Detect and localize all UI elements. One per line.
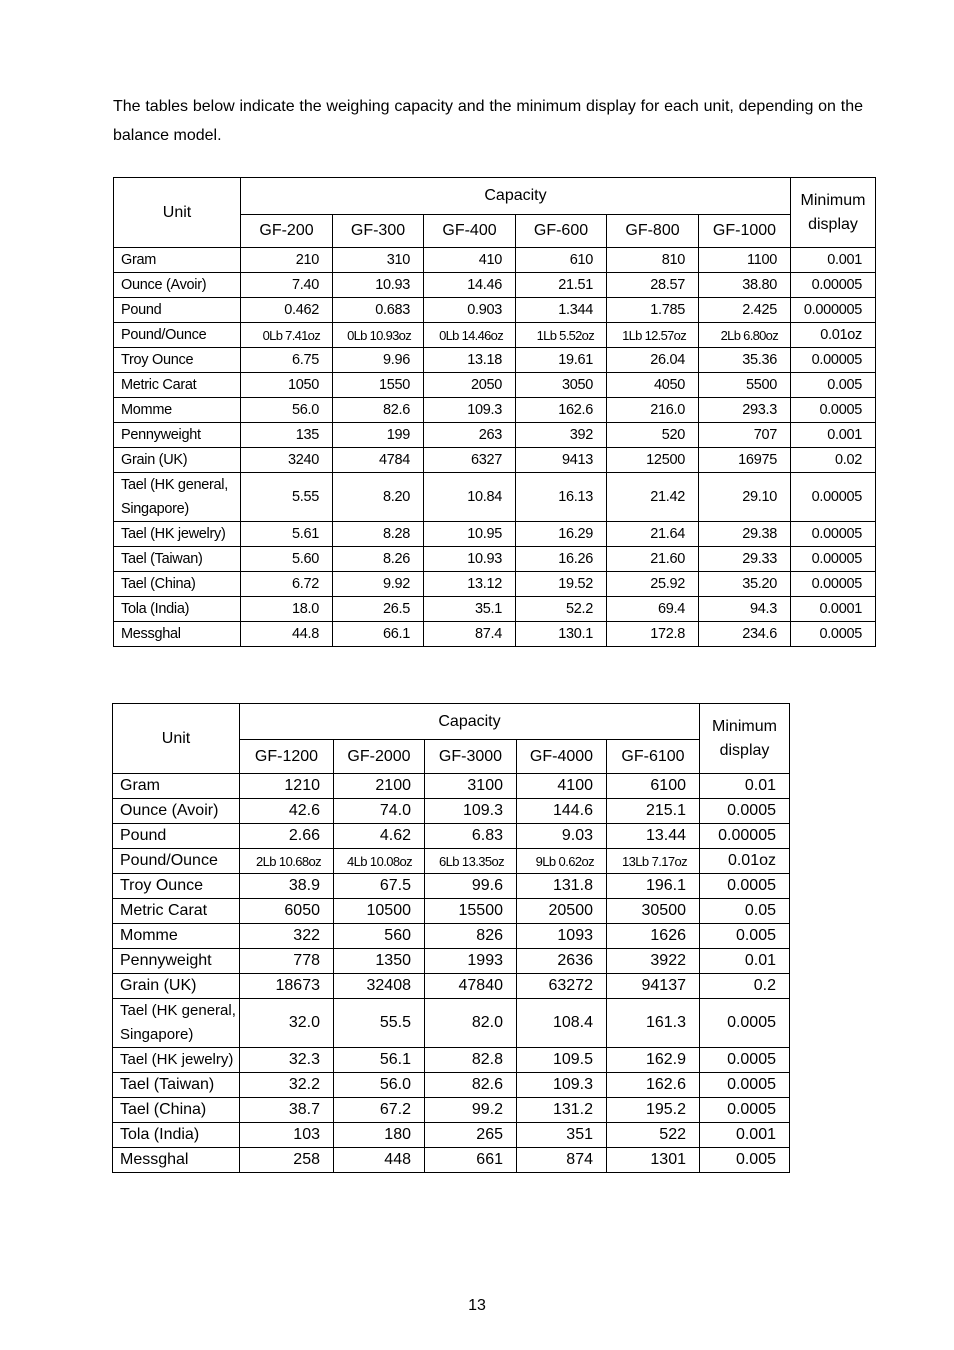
capacity-cell: 10.95	[424, 522, 516, 547]
capacity-cell: 66.1	[333, 622, 424, 647]
capacity-cell: 1550	[333, 373, 424, 398]
capacity-cell: 13.12	[424, 572, 516, 597]
minimum-display-cell: 0.0005	[700, 1073, 790, 1098]
capacity-cell: 130.1	[516, 622, 607, 647]
unit-cell: Tola (India)	[113, 1123, 240, 1148]
capacity-cell: 10.93	[333, 273, 424, 298]
capacity-cell: 195.2	[607, 1098, 700, 1123]
capacity-cell: 172.8	[607, 622, 699, 647]
capacity-cell: 94.3	[699, 597, 791, 622]
capacity-cell: 1626	[607, 924, 700, 949]
capacity-cell: 707	[699, 423, 791, 448]
model-header: GF-1200	[240, 740, 334, 774]
capacity-cell: 826	[425, 924, 517, 949]
capacity-cell: 19.61	[516, 348, 607, 373]
capacity-cell: 94137	[607, 974, 700, 999]
minimum-display-cell: 0.01oz	[700, 849, 790, 874]
capacity-cell: 778	[240, 949, 334, 974]
capacity-cell: 47840	[425, 974, 517, 999]
minimum-display-cell: 0.0005	[791, 622, 876, 647]
capacity-cell: 310	[333, 248, 424, 273]
capacity-cell: 99.2	[425, 1098, 517, 1123]
minimum-display-cell: 0.0005	[791, 398, 876, 423]
capacity-cell: 29.33	[699, 547, 791, 572]
model-header: GF-3000	[425, 740, 517, 774]
capacity-cell: 32.2	[240, 1073, 334, 1098]
capacity-cell: 109.3	[517, 1073, 607, 1098]
unit-cell: Tael (HK general, Singapore)	[113, 999, 240, 1048]
capacity-cell: 162.6	[516, 398, 607, 423]
table-row	[113, 1073, 790, 1098]
capacity-cell: 1Lb 12.57oz	[607, 323, 699, 348]
capacity-cell: 10500	[334, 899, 425, 924]
minimum-display-cell: 0.005	[791, 373, 876, 398]
capacity-cell: 4100	[517, 774, 607, 799]
minimum-display-cell: 0.01oz	[791, 323, 876, 348]
unit-cell: Tael (HK general, Singapore)	[114, 473, 241, 522]
table-row	[114, 522, 876, 547]
capacity-cell: 5.55	[241, 473, 333, 522]
capacity-cell: 522	[607, 1123, 700, 1148]
capacity-cell: 8.26	[333, 547, 424, 572]
capacity-cell: 38.7	[240, 1098, 334, 1123]
capacity-cell: 32.3	[240, 1048, 334, 1073]
minimum-display-cell: 0.00005	[791, 273, 876, 298]
unit-cell: Metric Carat	[114, 373, 241, 398]
table-row	[113, 799, 790, 824]
capacity-cell: 67.5	[334, 874, 425, 899]
minimum-display-cell: 0.00005	[791, 473, 876, 522]
unit-cell: Pennyweight	[113, 949, 240, 974]
intro-paragraph: The tables below indicate the weighing capacity and the minimum display for each unit, depending on the balance model.	[113, 98, 863, 144]
capacity-cell: 21.42	[607, 473, 699, 522]
capacity-cell: 1100	[699, 248, 791, 273]
capacity-cell: 2Lb 6.80oz	[699, 323, 791, 348]
minimum-display-cell: 0.05	[700, 899, 790, 924]
capacity-cell: 82.6	[333, 398, 424, 423]
capacity-cell: 258	[240, 1148, 334, 1173]
model-header: GF-600	[516, 215, 607, 248]
capacity-cell: 35.36	[699, 348, 791, 373]
minimum-display-cell: 0.005	[700, 924, 790, 949]
capacity-table-1	[113, 177, 876, 647]
capacity-cell: 109.3	[425, 799, 517, 824]
capacity-cell: 9Lb 0.62oz	[517, 849, 607, 874]
capacity-cell: 5500	[699, 373, 791, 398]
minimum-display-cell: 0.0005	[700, 999, 790, 1048]
capacity-cell: 2636	[517, 949, 607, 974]
capacity-cell: 10.84	[424, 473, 516, 522]
capacity-cell: 9.92	[333, 572, 424, 597]
capacity-cell: 56.0	[334, 1073, 425, 1098]
minimum-display-cell: 0.0005	[700, 1098, 790, 1123]
capacity-cell: 16.29	[516, 522, 607, 547]
capacity-cell: 1.344	[516, 298, 607, 323]
capacity-cell: 3050	[516, 373, 607, 398]
capacity-cell: 293.3	[699, 398, 791, 423]
capacity-cell: 109.5	[517, 1048, 607, 1073]
unit-cell: Momme	[114, 398, 241, 423]
capacity-cell: 35.20	[699, 572, 791, 597]
capacity-cell: 560	[334, 924, 425, 949]
capacity-cell: 215.1	[607, 799, 700, 824]
capacity-cell: 15500	[425, 899, 517, 924]
capacity-cell: 135	[241, 423, 333, 448]
capacity-cell: 21.60	[607, 547, 699, 572]
model-header: GF-300	[333, 215, 424, 248]
capacity-cell: 265	[425, 1123, 517, 1148]
capacity-cell: 2050	[424, 373, 516, 398]
capacity-cell: 108.4	[517, 999, 607, 1048]
capacity-cell: 1093	[517, 924, 607, 949]
capacity-cell: 20500	[517, 899, 607, 924]
capacity-cell: 12500	[607, 448, 699, 473]
unit-cell: Tael (HK jewelry)	[114, 522, 241, 547]
capacity-cell: 1.785	[607, 298, 699, 323]
capacity-cell: 55.5	[334, 999, 425, 1048]
capacity-cell: 16975	[699, 448, 791, 473]
capacity-cell: 4.62	[334, 824, 425, 849]
capacity-cell: 6327	[424, 448, 516, 473]
capacity-cell: 30500	[607, 899, 700, 924]
table-row	[114, 398, 876, 423]
capacity-cell: 19.52	[516, 572, 607, 597]
table-row	[113, 874, 790, 899]
table-row	[114, 298, 876, 323]
unit-cell: Messghal	[114, 622, 241, 647]
capacity-cell: 38.80	[699, 273, 791, 298]
capacity-cell: 10.93	[424, 547, 516, 572]
capacity-cell: 161.3	[607, 999, 700, 1048]
capacity-header: Capacity	[241, 178, 791, 215]
capacity-cell: 610	[516, 248, 607, 273]
capacity-cell: 2100	[334, 774, 425, 799]
minimum-display-cell: 0.00005	[791, 547, 876, 572]
capacity-cell: 6.75	[241, 348, 333, 373]
capacity-cell: 1993	[425, 949, 517, 974]
unit-cell: Pound	[113, 824, 240, 849]
minimum-display-cell: 0.0005	[700, 1048, 790, 1073]
model-header: GF-400	[424, 215, 516, 248]
capacity-cell: 44.8	[241, 622, 333, 647]
capacity-cell: 5.61	[241, 522, 333, 547]
capacity-cell: 35.1	[424, 597, 516, 622]
model-header: GF-200	[241, 215, 333, 248]
capacity-cell: 4050	[607, 373, 699, 398]
capacity-cell: 18.0	[241, 597, 333, 622]
capacity-cell: 29.38	[699, 522, 791, 547]
minimum-display-cell: 0.001	[700, 1123, 790, 1148]
minimum-display-cell: 0.01	[700, 949, 790, 974]
minimum-display-cell: 0.001	[791, 248, 876, 273]
capacity-cell: 21.64	[607, 522, 699, 547]
table-row	[114, 473, 876, 522]
capacity-cell: 210	[241, 248, 333, 273]
capacity-cell: 87.4	[424, 622, 516, 647]
capacity-cell: 8.20	[333, 473, 424, 522]
capacity-cell: 661	[425, 1148, 517, 1173]
capacity-cell: 0.462	[241, 298, 333, 323]
table-row	[114, 273, 876, 298]
table-row	[113, 774, 790, 799]
unit-cell: Tael (Taiwan)	[113, 1073, 240, 1098]
capacity-cell: 0.683	[333, 298, 424, 323]
table-row	[114, 423, 876, 448]
capacity-cell: 8.28	[333, 522, 424, 547]
capacity-cell: 2.66	[240, 824, 334, 849]
capacity-cell: 4784	[333, 448, 424, 473]
capacity-cell: 82.0	[425, 999, 517, 1048]
table-row	[114, 323, 876, 348]
capacity-cell: 56.0	[241, 398, 333, 423]
table-row	[113, 849, 790, 874]
model-header: GF-1000	[699, 215, 791, 248]
minimum-display-cell: 0.0005	[700, 799, 790, 824]
minimum-display-cell: 0.0005	[700, 874, 790, 899]
capacity-cell: 28.57	[607, 273, 699, 298]
model-header: GF-2000	[334, 740, 425, 774]
unit-cell: Ounce (Avoir)	[113, 799, 240, 824]
capacity-cell: 0.903	[424, 298, 516, 323]
capacity-cell: 63272	[517, 974, 607, 999]
unit-cell: Tael (Taiwan)	[114, 547, 241, 572]
capacity-cell: 351	[517, 1123, 607, 1148]
unit-cell: Troy Ounce	[114, 348, 241, 373]
capacity-cell: 69.4	[607, 597, 699, 622]
capacity-cell: 410	[424, 248, 516, 273]
minimum-display-cell: 0.0001	[791, 597, 876, 622]
table-row	[113, 974, 790, 999]
minimum-display-cell: 0.00005	[791, 572, 876, 597]
capacity-cell: 2.425	[699, 298, 791, 323]
capacity-cell: 392	[516, 423, 607, 448]
capacity-cell: 0Lb 7.41oz	[241, 323, 333, 348]
unit-cell: Momme	[113, 924, 240, 949]
table-row	[113, 949, 790, 974]
table-row	[113, 1048, 790, 1073]
capacity-cell: 7.40	[241, 273, 333, 298]
model-header: GF-4000	[517, 740, 607, 774]
capacity-cell: 162.9	[607, 1048, 700, 1073]
capacity-cell: 26.5	[333, 597, 424, 622]
capacity-cell: 29.10	[699, 473, 791, 522]
capacity-cell: 9413	[516, 448, 607, 473]
capacity-cell: 6100	[607, 774, 700, 799]
capacity-cell: 103	[240, 1123, 334, 1148]
unit-header: Unit	[114, 178, 241, 248]
capacity-cell: 82.8	[425, 1048, 517, 1073]
table-row	[114, 373, 876, 398]
capacity-cell: 520	[607, 423, 699, 448]
table-row	[114, 572, 876, 597]
capacity-cell: 109.3	[424, 398, 516, 423]
table-row	[113, 1098, 790, 1123]
capacity-cell: 874	[517, 1148, 607, 1173]
capacity-cell: 32408	[334, 974, 425, 999]
capacity-cell: 810	[607, 248, 699, 273]
capacity-table-2	[112, 703, 790, 1173]
unit-cell: Tola (India)	[114, 597, 241, 622]
capacity-cell: 32.0	[240, 999, 334, 1048]
minimum-display-header: Minimum display	[700, 704, 790, 774]
capacity-cell: 3100	[425, 774, 517, 799]
table-row	[113, 1123, 790, 1148]
capacity-cell: 322	[240, 924, 334, 949]
capacity-cell: 38.9	[240, 874, 334, 899]
capacity-cell: 13.18	[424, 348, 516, 373]
unit-cell: Metric Carat	[113, 899, 240, 924]
capacity-cell: 234.6	[699, 622, 791, 647]
table-row	[114, 248, 876, 273]
minimum-display-cell: 0.005	[700, 1148, 790, 1173]
minimum-display-cell: 0.000005	[791, 298, 876, 323]
table-row	[113, 824, 790, 849]
unit-cell: Ounce (Avoir)	[114, 273, 241, 298]
capacity-cell: 3922	[607, 949, 700, 974]
minimum-display-cell: 0.00005	[791, 348, 876, 373]
capacity-cell: 74.0	[334, 799, 425, 824]
table-row	[114, 448, 876, 473]
capacity-header: Capacity	[240, 704, 700, 740]
unit-cell: Tael (China)	[113, 1098, 240, 1123]
capacity-cell: 6.83	[425, 824, 517, 849]
capacity-cell: 9.03	[517, 824, 607, 849]
capacity-cell: 82.6	[425, 1073, 517, 1098]
capacity-cell: 67.2	[334, 1098, 425, 1123]
capacity-cell: 99.6	[425, 874, 517, 899]
capacity-cell: 21.51	[516, 273, 607, 298]
capacity-cell: 196.1	[607, 874, 700, 899]
capacity-cell: 16.26	[516, 547, 607, 572]
minimum-display-cell: 0.001	[791, 423, 876, 448]
table-row	[114, 622, 876, 647]
capacity-cell: 5.60	[241, 547, 333, 572]
minimum-display-cell: 0.2	[700, 974, 790, 999]
capacity-cell: 56.1	[334, 1048, 425, 1073]
capacity-cell: 162.6	[607, 1073, 700, 1098]
unit-cell: Tael (HK jewelry)	[113, 1048, 240, 1073]
capacity-cell: 216.0	[607, 398, 699, 423]
table-row	[113, 1148, 790, 1173]
capacity-cell: 131.2	[517, 1098, 607, 1123]
page-number: 13	[468, 1297, 486, 1314]
minimum-display-cell: 0.01	[700, 774, 790, 799]
capacity-cell: 448	[334, 1148, 425, 1173]
capacity-cell: 16.13	[516, 473, 607, 522]
capacity-cell: 0Lb 10.93oz	[333, 323, 424, 348]
unit-cell: Tael (China)	[114, 572, 241, 597]
capacity-cell: 13.44	[607, 824, 700, 849]
capacity-cell: 131.8	[517, 874, 607, 899]
capacity-cell: 0Lb 14.46oz	[424, 323, 516, 348]
unit-cell: Grain (UK)	[114, 448, 241, 473]
minimum-display-header: Minimum display	[791, 178, 876, 248]
capacity-cell: 13Lb 7.17oz	[607, 849, 700, 874]
capacity-cell: 263	[424, 423, 516, 448]
unit-cell: Pennyweight	[114, 423, 241, 448]
unit-cell: Grain (UK)	[113, 974, 240, 999]
capacity-cell: 1350	[334, 949, 425, 974]
minimum-display-cell: 0.00005	[791, 522, 876, 547]
capacity-cell: 3240	[241, 448, 333, 473]
model-header: GF-800	[607, 215, 699, 248]
capacity-cell: 6Lb 13.35oz	[425, 849, 517, 874]
table-row	[114, 348, 876, 373]
capacity-cell: 52.2	[516, 597, 607, 622]
capacity-cell: 199	[333, 423, 424, 448]
table-row	[113, 899, 790, 924]
model-header: GF-6100	[607, 740, 700, 774]
capacity-cell: 25.92	[607, 572, 699, 597]
capacity-cell: 4Lb 10.08oz	[334, 849, 425, 874]
minimum-display-cell: 0.02	[791, 448, 876, 473]
capacity-cell: 14.46	[424, 273, 516, 298]
unit-cell: Gram	[114, 248, 241, 273]
minimum-display-cell: 0.00005	[700, 824, 790, 849]
capacity-cell: 2Lb 10.68oz	[240, 849, 334, 874]
table-row	[114, 597, 876, 622]
capacity-cell: 1301	[607, 1148, 700, 1173]
unit-cell: Troy Ounce	[113, 874, 240, 899]
table-row	[113, 924, 790, 949]
table-row	[113, 999, 790, 1048]
capacity-cell: 1050	[241, 373, 333, 398]
unit-header: Unit	[113, 704, 240, 774]
table-row	[114, 547, 876, 572]
capacity-cell: 1Lb 5.52oz	[516, 323, 607, 348]
unit-cell: Pound/Ounce	[114, 323, 241, 348]
capacity-cell: 6.72	[241, 572, 333, 597]
capacity-cell: 42.6	[240, 799, 334, 824]
unit-cell: Pound/Ounce	[113, 849, 240, 874]
unit-cell: Gram	[113, 774, 240, 799]
unit-cell: Messghal	[113, 1148, 240, 1173]
capacity-cell: 9.96	[333, 348, 424, 373]
capacity-cell: 180	[334, 1123, 425, 1148]
capacity-cell: 18673	[240, 974, 334, 999]
capacity-cell: 1210	[240, 774, 334, 799]
capacity-cell: 26.04	[607, 348, 699, 373]
capacity-cell: 144.6	[517, 799, 607, 824]
capacity-cell: 6050	[240, 899, 334, 924]
unit-cell: Pound	[114, 298, 241, 323]
